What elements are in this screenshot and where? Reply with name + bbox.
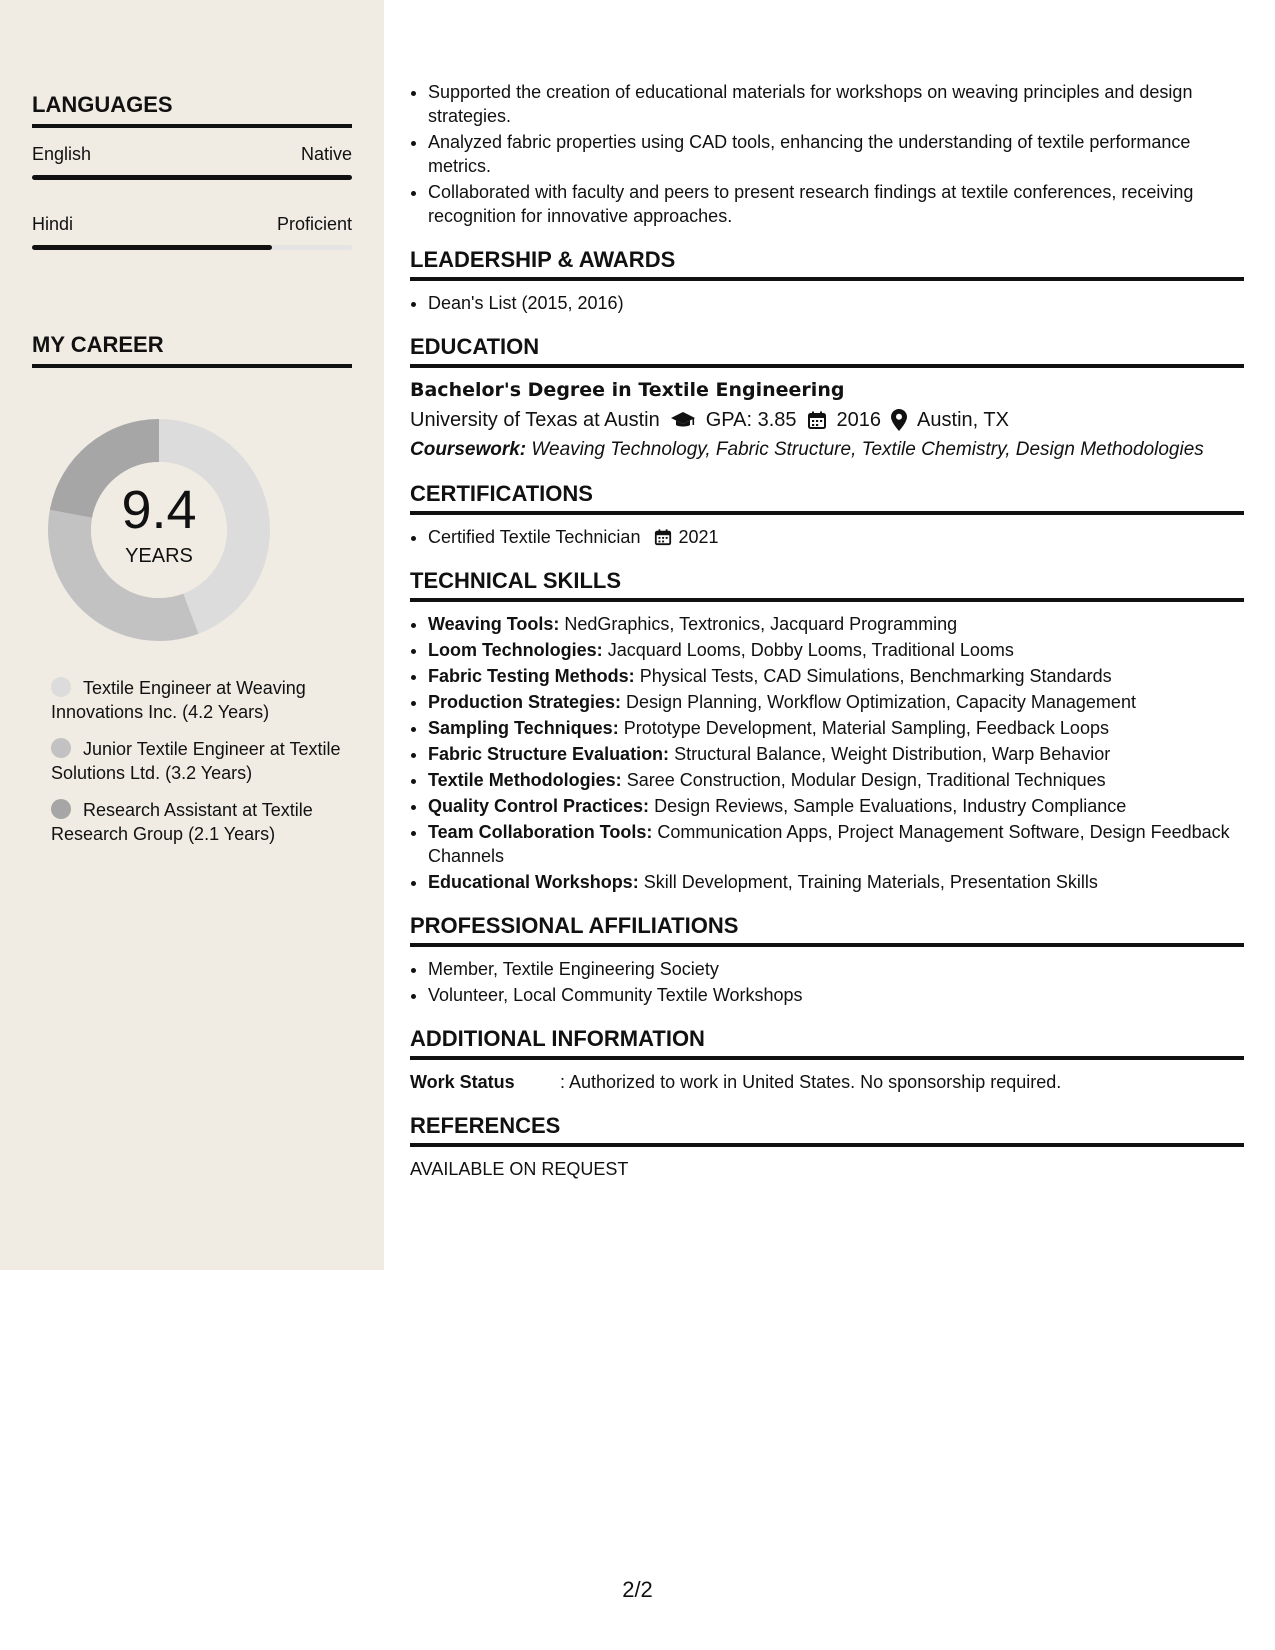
legend-label: Junior Textile Engineer at Textile Solutions Ltd. (3.2 Years) bbox=[51, 739, 341, 783]
skills-title: TECHNICAL SKILLS bbox=[410, 567, 1244, 602]
degree-name: Bachelor's Degree in Textile Engineering bbox=[410, 379, 845, 401]
legend-label: Research Assistant at Textile Research Group (2.1 Years) bbox=[51, 800, 313, 844]
references-title: REFERENCES bbox=[410, 1112, 1244, 1147]
list-item bbox=[428, 768, 1244, 792]
legend-dot bbox=[51, 677, 71, 697]
list-item: • Dean's List (2015, 2016) bbox=[428, 291, 1244, 315]
career-total-years: 9.4 bbox=[121, 480, 197, 540]
legend-item bbox=[51, 798, 341, 846]
coursework bbox=[410, 438, 1244, 462]
legend-item bbox=[51, 737, 341, 785]
donut-center bbox=[34, 405, 284, 655]
main-content bbox=[410, 80, 1244, 1181]
additional-info-title: ADDITIONAL INFORMATION bbox=[410, 1025, 1244, 1060]
career-legend bbox=[51, 676, 341, 859]
coursework-label: Coursework: bbox=[410, 439, 527, 460]
list-item: • Analyzed fabric properties using CAD tools, enhancing the understanding of textile performance metrics. bbox=[428, 130, 1244, 178]
school-location: Austin, TX bbox=[917, 409, 1009, 431]
legend-dot bbox=[51, 738, 71, 758]
skill-label: Educational Workshops: bbox=[428, 872, 639, 892]
list-item bbox=[428, 690, 1244, 714]
skill-label: Sampling Techniques: bbox=[428, 718, 619, 738]
calendar-icon bbox=[654, 528, 672, 546]
sidebar bbox=[0, 0, 384, 1270]
graduation-year: 2016 bbox=[836, 409, 882, 431]
education-entry bbox=[410, 378, 1244, 462]
skill-label: Fabric Structure Evaluation: bbox=[428, 744, 670, 764]
skill-value: Design Reviews, Sample Evaluations, Industry Compliance bbox=[654, 796, 1127, 816]
calendar-icon bbox=[807, 410, 827, 430]
references-text: AVAILABLE ON REQUEST bbox=[410, 1159, 629, 1179]
list-item bbox=[428, 664, 1244, 688]
career-donut-chart bbox=[34, 405, 284, 655]
education-details bbox=[410, 408, 1244, 432]
languages-section bbox=[32, 92, 352, 250]
certifications-list bbox=[410, 525, 1244, 549]
legend-dot bbox=[51, 799, 71, 819]
list-item: • Member, Textile Engineering Society bbox=[428, 957, 1244, 981]
languages-title: LANGUAGES bbox=[32, 92, 352, 128]
career-section bbox=[32, 332, 352, 368]
graduation-cap-icon bbox=[670, 410, 696, 430]
leadership-list bbox=[410, 291, 1244, 315]
list-item: • Supported the creation of educational materials for workshops on weaving principles and design strategies. bbox=[428, 80, 1244, 128]
leadership-title: LEADERSHIP & AWARDS bbox=[410, 246, 1244, 281]
language-row bbox=[32, 214, 352, 235]
affiliations-list bbox=[410, 957, 1244, 1007]
work-status-label: Work Status bbox=[410, 1072, 515, 1092]
map-pin-icon bbox=[891, 409, 907, 431]
skill-label: Textile Methodologies: bbox=[428, 770, 622, 790]
language-name: Hindi bbox=[32, 214, 74, 234]
certification-year: 2021 bbox=[678, 527, 719, 547]
gpa: GPA: 3.85 bbox=[705, 409, 797, 431]
certifications-title: CERTIFICATIONS bbox=[410, 480, 1244, 515]
list-item bbox=[428, 794, 1244, 818]
list-item bbox=[428, 525, 1244, 549]
certification-name: • Certified Textile Technician bbox=[428, 527, 641, 547]
skill-value: Saree Construction, Modular Design, Traditional Techniques bbox=[626, 770, 1106, 790]
language-name: English bbox=[32, 144, 92, 164]
language-row bbox=[32, 144, 352, 165]
skill-label: Production Strategies: bbox=[428, 692, 622, 712]
skill-value: Communication Apps, Project Management Software, Design Feedback Channels bbox=[428, 822, 1230, 866]
legend-item bbox=[51, 676, 341, 724]
affiliations-title: PROFESSIONAL AFFILIATIONS bbox=[410, 912, 1244, 947]
language-proficiency-bar bbox=[32, 245, 352, 250]
skill-value: Structural Balance, Weight Distribution, Warp Behavior bbox=[674, 744, 1111, 764]
skill-label: Weaving Tools: bbox=[428, 614, 560, 634]
career-total-unit: YEARS bbox=[125, 545, 193, 567]
list-item bbox=[428, 870, 1244, 894]
skill-value: Skill Development, Training Materials, Presentation Skills bbox=[643, 872, 1098, 892]
skill-label: Loom Technologies: bbox=[428, 640, 603, 660]
legend-label: Textile Engineer at Weaving Innovations Inc. (4.2 Years) bbox=[51, 678, 306, 722]
list-item bbox=[428, 638, 1244, 662]
work-status-value: : Authorized to work in United States. No sponsorship required. bbox=[560, 1072, 1062, 1092]
list-item: • Volunteer, Local Community Textile Workshops bbox=[428, 983, 1244, 1007]
work-status-row bbox=[410, 1070, 1244, 1094]
language-proficiency-fill bbox=[32, 245, 272, 250]
skill-value: NedGraphics, Textronics, Jacquard Programming bbox=[564, 614, 958, 634]
school-name: University of Texas at Austin bbox=[410, 409, 660, 431]
page-number: 2/2 bbox=[622, 1577, 653, 1602]
list-item: • Collaborated with faculty and peers to present research findings at textile conferences, receiving recognition for innovative approaches. bbox=[428, 180, 1244, 228]
skill-value: Design Planning, Workflow Optimization, Capacity Management bbox=[626, 692, 1136, 712]
list-item bbox=[428, 742, 1244, 766]
skill-value: Jacquard Looms, Dobby Looms, Traditional Looms bbox=[607, 640, 1014, 660]
skill-label: Fabric Testing Methods: bbox=[428, 666, 635, 686]
skills-list bbox=[410, 612, 1244, 894]
list-item bbox=[428, 612, 1244, 636]
list-item bbox=[428, 716, 1244, 740]
skill-label: Quality Control Practices: bbox=[428, 796, 650, 816]
language-proficiency-fill bbox=[32, 175, 352, 180]
career-title: MY CAREER bbox=[32, 332, 352, 368]
skill-label: Team Collaboration Tools: bbox=[428, 822, 653, 842]
language-level: Native bbox=[300, 144, 352, 164]
language-level: Proficient bbox=[276, 214, 352, 234]
list-item bbox=[428, 820, 1244, 868]
education-title: EDUCATION bbox=[410, 333, 1244, 368]
coursework-list: Weaving Technology, Fabric Structure, Textile Chemistry, Design Methodologies bbox=[531, 439, 1204, 460]
language-proficiency-bar bbox=[32, 175, 352, 180]
experience-bullets bbox=[410, 80, 1244, 228]
skill-value: Prototype Development, Material Sampling, Feedback Loops bbox=[623, 718, 1109, 738]
skill-value: Physical Tests, CAD Simulations, Benchmarking Standards bbox=[639, 666, 1112, 686]
